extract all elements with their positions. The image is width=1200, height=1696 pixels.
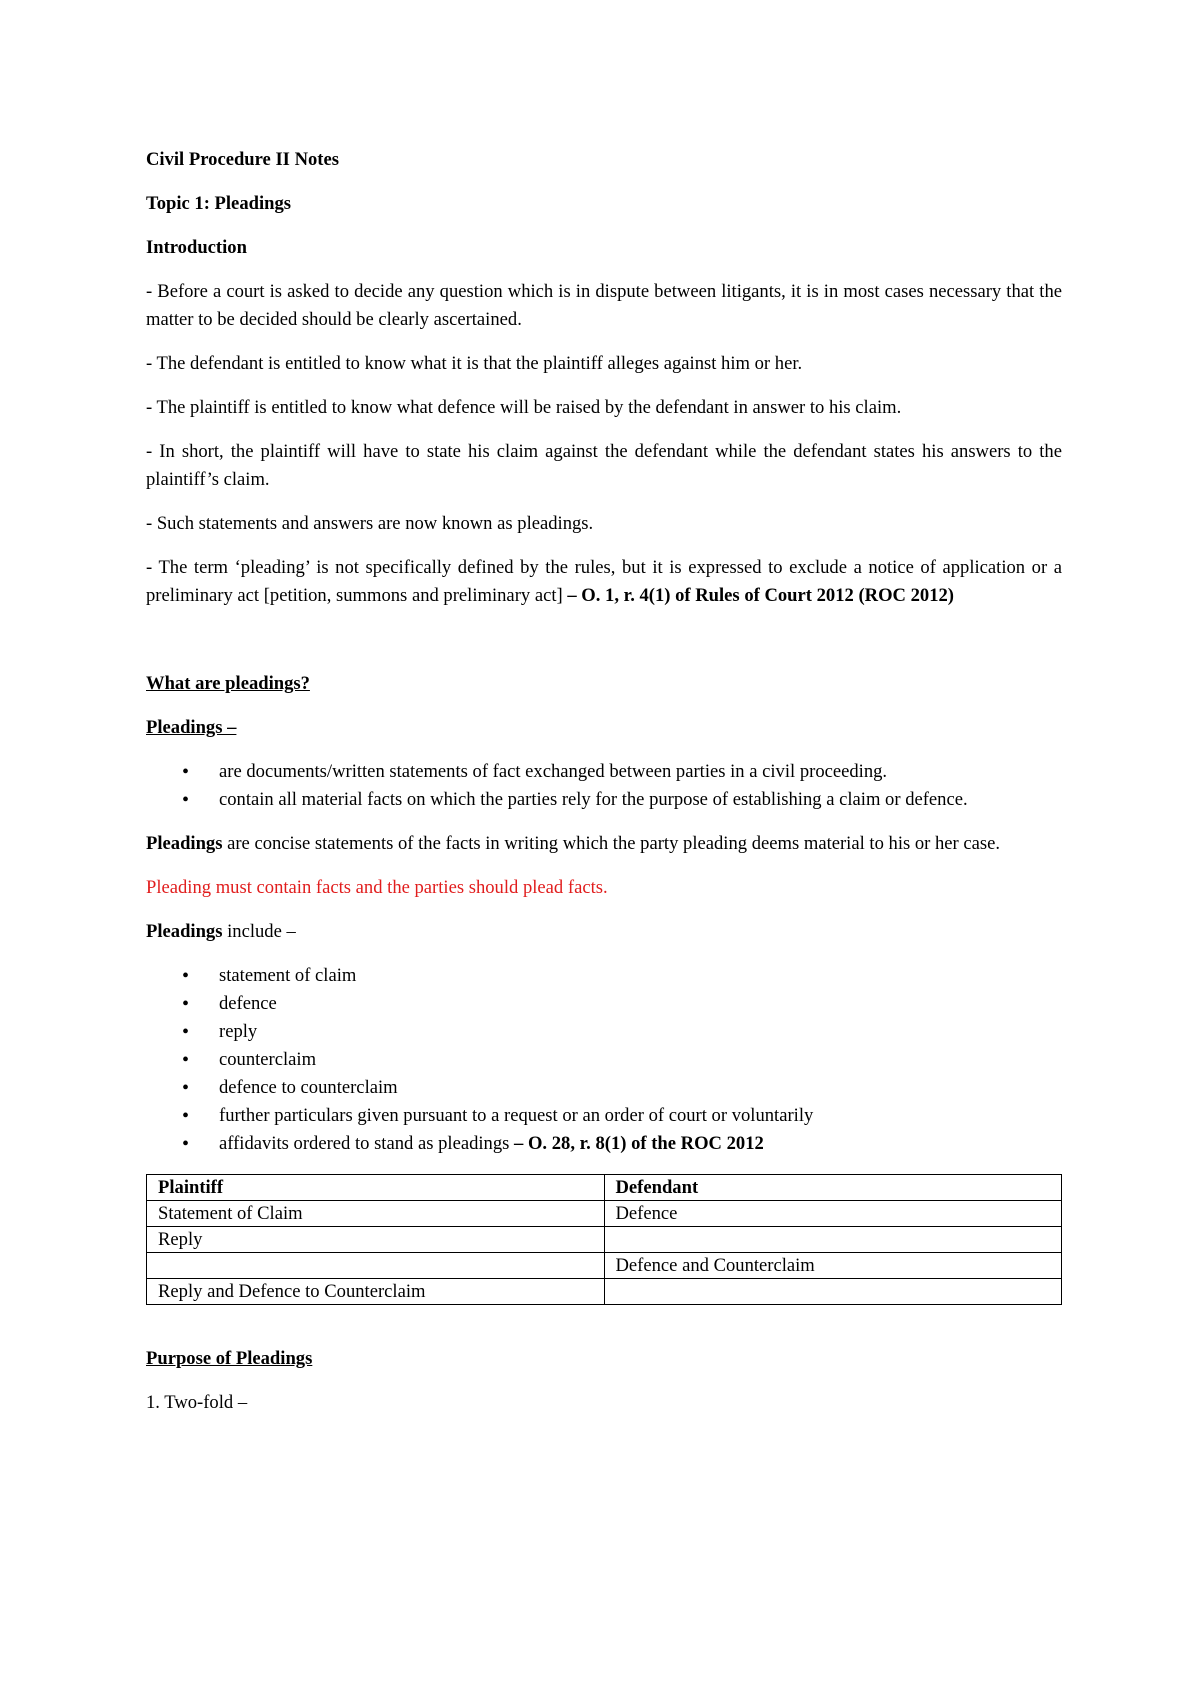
table-row bbox=[147, 1201, 1062, 1227]
table-row bbox=[147, 1279, 1062, 1305]
concise-statement-paragraph bbox=[146, 830, 1062, 858]
intro-paragraph: - The plaintiff is entitled to know what defence will be raised by the defendant in answer to his claim. bbox=[146, 397, 902, 418]
list-item: • defence to counterclaim bbox=[146, 1074, 1062, 1102]
affidavit-reference: – O. 28, r. 8(1) of the ROC 2012 bbox=[514, 1133, 764, 1154]
pleadings-definition-list bbox=[146, 758, 1062, 814]
introduction-heading: Introduction bbox=[146, 237, 247, 258]
intro-paragraph: - Before a court is asked to decide any question which is in dispute between litigants, it is in most cases necessary that the matter to be decided should be clearly ascertained. bbox=[146, 281, 1062, 330]
pleadings-dash-heading: Pleadings – bbox=[146, 717, 237, 738]
list-item: • are documents/written statements of fact exchanged between parties in a civil proceeding. bbox=[146, 758, 1062, 786]
table-row bbox=[147, 1227, 1062, 1253]
pleadings-include-list bbox=[146, 962, 1062, 1158]
document-page bbox=[146, 146, 1062, 1433]
table-header-defendant: Defendant bbox=[604, 1175, 1062, 1201]
table-header-plaintiff: Plaintiff bbox=[147, 1175, 605, 1201]
pleadings-table bbox=[146, 1174, 1062, 1305]
list-item: • statement of claim bbox=[146, 962, 1062, 990]
what-are-pleadings-heading: What are pleadings? bbox=[146, 673, 310, 694]
red-note: Pleading must contain facts and the parties should plead facts. bbox=[146, 877, 608, 898]
list-item: • further particulars given pursuant to a request or an order of court or voluntarily bbox=[146, 1102, 1062, 1130]
intro-paragraph: - The defendant is entitled to know what it is that the plaintiff alleges against him or her. bbox=[146, 353, 803, 374]
table-cell bbox=[604, 1279, 1062, 1305]
document-title: Civil Procedure II Notes bbox=[146, 149, 339, 170]
concise-statement-text: are concise statements of the facts in writing which the party pleading deems material to his or her case. bbox=[222, 833, 1001, 854]
table-cell: Defence bbox=[604, 1201, 1062, 1227]
list-item: • reply bbox=[146, 1018, 1062, 1046]
pleadings-bold-term: Pleadings bbox=[146, 833, 223, 854]
table-cell: Statement of Claim bbox=[147, 1201, 605, 1227]
list-item bbox=[146, 1130, 1062, 1158]
intro-paragraph: - Such statements and answers are now known as pleadings. bbox=[146, 513, 594, 534]
list-item: • defence bbox=[146, 990, 1062, 1018]
table-cell: Reply bbox=[147, 1227, 605, 1253]
table-cell bbox=[147, 1253, 605, 1279]
rules-reference: – O. 1, r. 4(1) of Rules of Court 2012 (ROC 2012) bbox=[567, 585, 954, 606]
list-item: • counterclaim bbox=[146, 1046, 1062, 1074]
intro-paragraph: - In short, the plaintiff will have to state his claim against the defendant while the defendant states his answers to the plaintiff’s claim. bbox=[146, 441, 1062, 490]
affidavit-text: affidavits ordered to stand as pleadings bbox=[219, 1133, 515, 1154]
table-row bbox=[147, 1253, 1062, 1279]
pleadings-include-text: include – bbox=[222, 921, 296, 942]
pleading-term-paragraph bbox=[146, 554, 1062, 610]
purpose-of-pleadings-heading: Purpose of Pleadings bbox=[146, 1348, 313, 1369]
list-item: • contain all material facts on which the parties rely for the purpose of establishing a claim or defence. bbox=[146, 786, 1062, 814]
pleadings-include-paragraph bbox=[146, 918, 1062, 946]
pleading-term-text: - The term ‘pleading’ is not specifically defined by the rules, but it is expressed to exclude a notice of application or a preliminary act [petition, summons and preliminary act] bbox=[146, 557, 1062, 606]
section-spacer bbox=[146, 626, 1062, 670]
table-header-row bbox=[147, 1175, 1062, 1201]
table-cell: Reply and Defence to Counterclaim bbox=[147, 1279, 605, 1305]
table-cell bbox=[604, 1227, 1062, 1253]
pleadings-bold-term: Pleadings bbox=[146, 921, 223, 942]
purpose-item: 1. Two-fold – bbox=[146, 1392, 248, 1413]
table-cell: Defence and Counterclaim bbox=[604, 1253, 1062, 1279]
topic-heading: Topic 1: Pleadings bbox=[146, 193, 291, 214]
